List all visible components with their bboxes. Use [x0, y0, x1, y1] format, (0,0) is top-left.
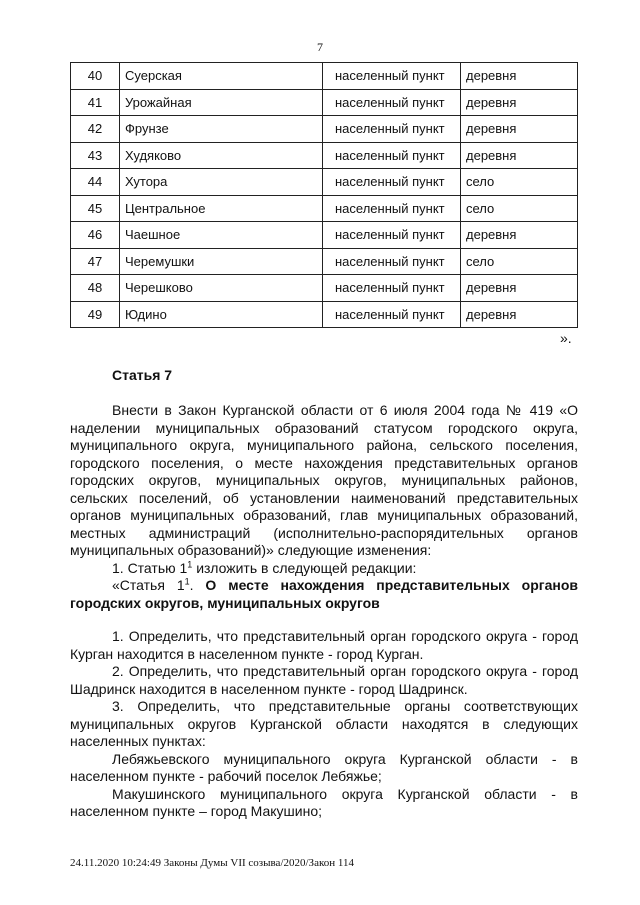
settlement-type-cell: населенный пункт — [323, 116, 461, 143]
table-body — [71, 63, 578, 328]
settlement-kind-cell: деревня — [461, 275, 578, 302]
settlement-kind-cell: село — [461, 248, 578, 275]
paragraph-4: Лебяжьевского муниципального округа Курганской области - в населенном пункте - рабочий поселок Лебяжье; — [70, 750, 578, 784]
quoted-article-dot: . — [189, 577, 206, 593]
row-number-cell: 45 — [71, 195, 120, 222]
paragraph-1: 1. Определить, что представительный орган городского округа - город Курган находится в населенном пункте - город Курган. — [70, 628, 578, 662]
table-row — [71, 63, 578, 90]
table-row — [71, 275, 578, 302]
quoted-article-label: «Статья 1 — [112, 577, 185, 593]
quoted-article-superscript: 1 — [184, 576, 190, 587]
settlement-type-cell: населенный пункт — [323, 89, 461, 116]
body-text — [70, 402, 578, 821]
settlement-type-cell: населенный пункт — [323, 248, 461, 275]
paragraph-2: 2. Определить, что представительный орган городского округа - город Шадринск находится в населенном пункте - город Шадринск. — [70, 663, 578, 697]
settlement-kind-cell: деревня — [461, 222, 578, 249]
settlement-type-cell: населенный пункт — [323, 169, 461, 196]
settlement-name-cell: Юдино — [120, 301, 323, 328]
settlement-kind-cell: деревня — [461, 142, 578, 169]
settlement-type-cell: населенный пункт — [323, 301, 461, 328]
settlement-name-cell: Черемушки — [120, 248, 323, 275]
row-number-cell: 43 — [71, 142, 120, 169]
settlement-kind-cell: деревня — [461, 63, 578, 90]
item-1-superscript: 1 — [187, 558, 193, 569]
settlement-name-cell: Хутора — [120, 169, 323, 196]
intro-paragraph: Внести в Закон Курганской области от 6 июля 2004 года № 419 «О наделении муниципальных образований статусом городского округа, муниципального округа, муниципального района, сельского поселения, городского поселения, о месте нахождения представительных органов городских округов, муниципальных округов, муниципальных районов, сельских поселений, об установлении наименований представительных органов муниципальных образований, глав муниципальных образований, местных администраций (исполнительно-распорядительных органов муниципальных образований)» следующие изменения: — [70, 402, 578, 558]
settlement-kind-cell: село — [461, 195, 578, 222]
footer-stamp: 24.11.2020 10:24:49 Законы Думы VII созыва/2020/Закон 114 — [70, 857, 354, 869]
table-row — [71, 301, 578, 328]
table-row — [71, 248, 578, 275]
row-number-cell: 42 — [71, 116, 120, 143]
quoted-article-title — [70, 577, 578, 612]
paragraph-3: 3. Определить, что представительные органы соответствующих муниципальных округов Курганской области находятся в следующих населенных пунктах: — [70, 698, 578, 749]
table-row — [71, 142, 578, 169]
quoted-article-title-text: О месте нахождения представительных органов городских округов, муниципальных округов — [70, 577, 578, 611]
table-row — [71, 222, 578, 249]
settlement-name-cell: Чаешное — [120, 222, 323, 249]
table-row — [71, 116, 578, 143]
row-number-cell: 46 — [71, 222, 120, 249]
settlement-kind-cell: деревня — [461, 301, 578, 328]
settlement-kind-cell: село — [461, 169, 578, 196]
settlement-type-cell: населенный пункт — [323, 142, 461, 169]
settlement-name-cell: Черешково — [120, 275, 323, 302]
settlement-name-cell: Худяково — [120, 142, 323, 169]
table-row — [71, 195, 578, 222]
settlement-name-cell: Урожайная — [120, 89, 323, 116]
settlement-type-cell: населенный пункт — [323, 195, 461, 222]
row-number-cell: 41 — [71, 89, 120, 116]
table-row — [71, 89, 578, 116]
paragraph-5: Макушинского муниципального округа Курганской области - в населенном пункте – город Макушино; — [70, 785, 578, 819]
settlement-name-cell: Суерская — [120, 63, 323, 90]
quote-close: ». — [560, 330, 572, 346]
row-number-cell: 44 — [71, 169, 120, 196]
row-number-cell: 47 — [71, 248, 120, 275]
row-number-cell: 40 — [71, 63, 120, 90]
page-number: 7 — [317, 40, 323, 54]
settlement-kind-cell: деревня — [461, 116, 578, 143]
table-row — [71, 169, 578, 196]
settlement-kind-cell: деревня — [461, 89, 578, 116]
settlement-type-cell: населенный пункт — [323, 222, 461, 249]
settlement-name-cell: Фрунзе — [120, 116, 323, 143]
settlements-table — [70, 62, 578, 328]
settlement-type-cell: населенный пункт — [323, 275, 461, 302]
row-number-cell: 49 — [71, 301, 120, 328]
item-1-paragraph — [70, 560, 578, 578]
row-number-cell: 48 — [71, 275, 120, 302]
settlement-type-cell: населенный пункт — [323, 63, 461, 90]
settlement-name-cell: Центральное — [120, 195, 323, 222]
article-heading: Статья 7 — [112, 367, 173, 383]
item-1-text: 1. Статью 1 — [112, 559, 188, 576]
item-1-text-rest: изложить в следующей редакции: — [192, 559, 417, 576]
